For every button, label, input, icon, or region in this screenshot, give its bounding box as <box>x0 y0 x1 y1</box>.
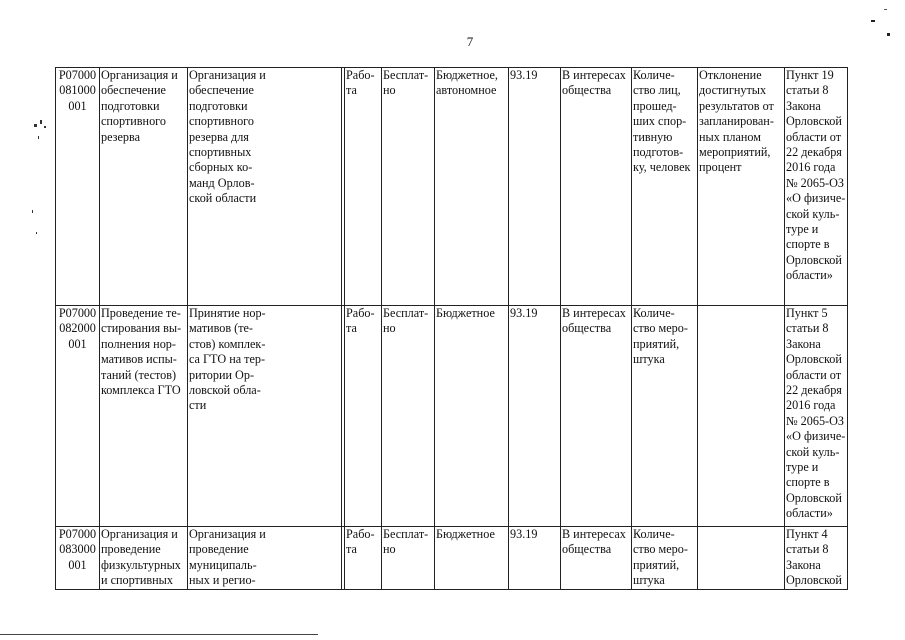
cell-line: 001 <box>68 336 87 351</box>
cell-line: и спортивных <box>101 573 173 588</box>
cell-line: процент <box>699 160 742 175</box>
cell-code <box>56 68 100 306</box>
cell-line: проведение <box>101 542 161 557</box>
cell-line: Орловской <box>786 114 842 129</box>
cell-line: но <box>383 321 396 336</box>
services-table <box>55 67 848 590</box>
cell-line: но <box>383 83 396 98</box>
cell-line: запланирован- <box>699 114 774 129</box>
cell-line: Р07000 <box>58 306 97 320</box>
cell-line: спортивного <box>189 114 254 129</box>
cell-line: сборных ко- <box>189 160 253 175</box>
cell-line: ритории Ор- <box>189 367 255 382</box>
cell-line: спортивных <box>189 145 252 160</box>
cell-line: 001 <box>68 98 87 113</box>
cell-line: таний (тестов) <box>101 367 177 382</box>
cell-payment <box>382 68 435 306</box>
cell-line: Проведение те- <box>101 306 181 320</box>
cell-line: но <box>383 542 396 557</box>
cell-line: Рабо- <box>346 527 375 541</box>
cell-line: Принятие нор- <box>189 306 266 320</box>
cell-content <box>188 306 342 527</box>
cell-line: 93.19 <box>510 527 538 541</box>
cell-line: Орловской <box>786 252 842 267</box>
cell-line: области от <box>786 367 842 382</box>
cell-name <box>100 527 188 590</box>
cell-line: мативов (те- <box>189 321 253 336</box>
cell-line: статьи 8 <box>786 542 829 557</box>
cell-indicator <box>632 527 698 590</box>
cell-line: ской куль- <box>786 206 840 221</box>
cell-line: № 2065-ОЗ <box>786 175 845 190</box>
cell-line: Организация и <box>189 527 266 541</box>
cell-line: области» <box>786 268 833 283</box>
cell-institution <box>435 527 509 590</box>
corner-marks <box>867 8 893 38</box>
cell-line: Бесплат- <box>383 527 429 541</box>
cell-line: физкультурных <box>101 557 181 572</box>
cell-line: 93.19 <box>510 68 538 82</box>
cell-line: мативов испы- <box>101 352 177 367</box>
cell-line: 22 декабря <box>786 145 842 160</box>
cell-line: ловской обла- <box>189 383 261 398</box>
cell-line: общества <box>562 542 612 557</box>
cell-line: Бесплат- <box>383 306 429 320</box>
cell-payment <box>382 527 435 590</box>
cell-consumers <box>561 306 632 527</box>
cell-line: спорте в <box>786 237 830 252</box>
cell-line: области от <box>786 129 842 144</box>
cell-line: Пункт 4 <box>786 527 828 541</box>
bottom-rule <box>0 634 318 635</box>
cell-line: В интересах <box>562 306 626 320</box>
cell-line: Орловской <box>786 490 842 505</box>
cell-line: стов) комплек- <box>189 336 266 351</box>
cell-line: тивную <box>633 129 673 144</box>
cell-line: та <box>346 321 357 336</box>
cell-quality <box>698 527 785 590</box>
page-number: 7 <box>466 34 474 49</box>
cell-line: муниципаль- <box>189 557 257 572</box>
cell-consumers <box>561 527 632 590</box>
cell-line: резерва <box>101 129 140 144</box>
cell-line: та <box>346 542 357 557</box>
cell-basis <box>785 68 848 306</box>
cell-line: штука <box>633 352 665 367</box>
cell-line: «О физиче- <box>786 191 846 206</box>
cell-line: спортивного <box>101 114 166 129</box>
cell-line: общества <box>562 83 612 98</box>
cell-line: штука <box>633 573 665 588</box>
cell-basis <box>785 306 848 527</box>
cell-line: Р07000 <box>58 527 97 541</box>
cell-consumers <box>561 68 632 306</box>
cell-code <box>56 527 100 590</box>
cell-line: са ГТО на тер- <box>189 352 266 367</box>
cell-line: Бюджетное <box>436 306 495 320</box>
cell-line: В интересах <box>562 527 626 541</box>
cell-line: ку, человек <box>633 160 691 175</box>
cell-line: Бюджетное, <box>436 68 498 82</box>
cell-line: 2016 года <box>786 160 836 175</box>
cell-line: спорте в <box>786 475 830 490</box>
cell-line: Организация и <box>101 68 178 82</box>
cell-line: приятий, <box>633 336 680 351</box>
cell-line: достигнутых <box>699 83 767 98</box>
cell-payment <box>382 306 435 527</box>
table-row <box>56 527 848 590</box>
cell-line: та <box>346 83 357 98</box>
cell-institution <box>435 68 509 306</box>
cell-type <box>345 306 382 527</box>
cell-line: ших спор- <box>633 114 687 129</box>
scan-specks <box>30 110 50 260</box>
cell-line: туре и <box>786 460 819 475</box>
cell-line: приятий, <box>633 557 680 572</box>
cell-line: Количе- <box>633 306 675 320</box>
cell-line: статьи 8 <box>786 83 829 98</box>
cell-line: 081000 <box>59 83 96 98</box>
cell-line: Р07000 <box>58 68 97 82</box>
cell-line: № 2065-ОЗ <box>786 413 845 428</box>
cell-line: Организация и <box>101 527 178 541</box>
cell-line: ство меро- <box>633 321 688 336</box>
cell-line: «О физиче- <box>786 429 846 444</box>
cell-line: области» <box>786 506 833 521</box>
cell-line: обеспечение <box>189 83 254 98</box>
cell-line: подготовки <box>101 98 160 113</box>
cell-line: проведение <box>189 542 249 557</box>
cell-line: ных планом <box>699 129 761 144</box>
cell-line: Количе- <box>633 68 675 82</box>
cell-line: прошед- <box>633 98 677 113</box>
cell-line: ской области <box>189 191 257 206</box>
cell-okved <box>509 68 561 306</box>
cell-line: ской куль- <box>786 444 840 459</box>
cell-line: стирования вы- <box>101 321 182 336</box>
cell-line: 001 <box>68 557 87 572</box>
cell-name <box>100 68 188 306</box>
cell-line: Бесплат- <box>383 68 429 82</box>
cell-line: Закона <box>786 336 821 351</box>
table-row <box>56 306 848 527</box>
cell-line: туре и <box>786 222 819 237</box>
cell-line: Пункт 5 <box>786 306 828 320</box>
cell-line: ство меро- <box>633 542 688 557</box>
cell-line: Организация и <box>189 68 266 82</box>
cell-quality <box>698 68 785 306</box>
cell-line: манд Орлов- <box>189 175 255 190</box>
cell-line: ных и регио- <box>189 573 256 588</box>
cell-name <box>100 306 188 527</box>
cell-line: 2016 года <box>786 398 836 413</box>
cell-line: Пункт 19 <box>786 68 834 82</box>
cell-content <box>188 68 342 306</box>
cell-line: Бюджетное <box>436 527 495 541</box>
cell-okved <box>509 306 561 527</box>
cell-content <box>188 527 342 590</box>
cell-line: статьи 8 <box>786 321 829 336</box>
cell-line: Орловской <box>786 573 842 588</box>
cell-line: Рабо- <box>346 68 375 82</box>
cell-line: подготовки <box>189 98 248 113</box>
cell-line: резерва для <box>189 129 249 144</box>
cell-line: подготов- <box>633 145 684 160</box>
cell-line: Рабо- <box>346 306 375 320</box>
cell-line: 93.19 <box>510 306 538 320</box>
cell-institution <box>435 306 509 527</box>
cell-line: обеспечение <box>101 83 166 98</box>
table-row <box>56 68 848 306</box>
cell-line: 082000 <box>59 321 96 336</box>
cell-line: автономное <box>436 83 497 98</box>
cell-indicator <box>632 306 698 527</box>
cell-basis <box>785 527 848 590</box>
cell-line: В интересах <box>562 68 626 82</box>
cell-line: мероприятий, <box>699 145 771 160</box>
cell-quality <box>698 306 785 527</box>
cell-line: Закона <box>786 98 821 113</box>
cell-line: 22 декабря <box>786 383 842 398</box>
cell-line: ство лиц, <box>633 83 681 98</box>
cell-line: Отклонение <box>699 68 762 82</box>
cell-code <box>56 306 100 527</box>
cell-line: 083000 <box>59 542 96 557</box>
cell-line: общества <box>562 321 612 336</box>
cell-line: Закона <box>786 557 821 572</box>
cell-type <box>345 527 382 590</box>
cell-line: результатов от <box>699 98 774 113</box>
cell-line: Количе- <box>633 527 675 541</box>
cell-line: сти <box>189 398 207 413</box>
cell-line: комплекса ГТО <box>101 383 181 398</box>
cell-indicator <box>632 68 698 306</box>
cell-type <box>345 68 382 306</box>
cell-line: полнения нор- <box>101 336 176 351</box>
cell-okved <box>509 527 561 590</box>
cell-line: Орловской <box>786 352 842 367</box>
